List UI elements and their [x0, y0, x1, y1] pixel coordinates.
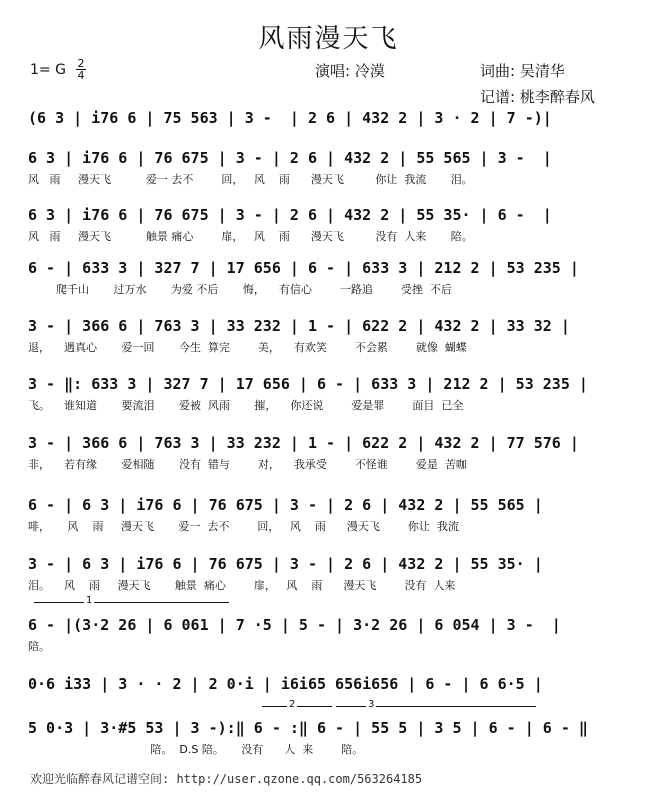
volta-bracket-1 — [34, 595, 229, 609]
time-signature — [76, 58, 86, 81]
lyrics-line: 飞。 谁知道 要流泪 爱被 风雨 摧， 你还说 爱是罪 面目 已全 — [28, 399, 464, 412]
score-line-5 — [28, 316, 630, 356]
score-line-7 — [28, 433, 630, 473]
transcriber-credit: 记谱: 桃李醉春风 — [480, 88, 595, 106]
volta-number: 1 — [86, 595, 93, 606]
score-line-1 — [28, 108, 630, 148]
lyrics-line: 啡， 风 雨 漫天飞 爱一 去不 回， 风 雨 漫天飞 你让 我流 — [28, 520, 459, 533]
page-title: 风雨漫天飞 — [258, 24, 399, 54]
key-signature: 1= G — [30, 62, 66, 78]
lyrics-line: 陪。 D.S 陪。 没有 人 来 陪。 — [28, 743, 364, 756]
notes-line: 3 - | 6 3 | i76 6 | 76 675 | 3 - | 2 6 | 432 2 | 55 35· | — [28, 555, 543, 573]
notes-line: 3 - ‖: 633 3 | 327 7 | 17 656 | 6 - | 633 3 | 212 2 | 53 235 | — [28, 375, 588, 393]
lyrics-line: 陪。 — [28, 640, 50, 653]
notes-line: 6 - |(3·2 26 | 6 061 | 7 ·5 | 5 - | 3·2 26 | 6 054 | 3 - | — [28, 616, 561, 634]
notes-line: 5 0·3 | 3·#5 53 | 3 -):‖ 6 - :‖ 6 - | 55 5 | 3 5 | 6 - | 6 - ‖ — [28, 719, 588, 737]
score-line-6 — [28, 374, 630, 414]
score-line-3 — [28, 205, 630, 245]
volta-bracket-3 — [336, 699, 536, 713]
score-line-12 — [28, 718, 630, 758]
lyrics-line: 风 雨 漫天飞 触景 痛心 扉， 风 雨 漫天飞 没有 人来 陪。 — [28, 230, 473, 243]
notes-line: 6 - | 6 3 | i76 6 | 76 675 | 3 - | 2 6 | 432 2 | 55 565 | — [28, 496, 543, 514]
notes-line: (6 3 | i76 6 | 75 563 | 3 - | 2 6 | 432 2 | 3 · 2 | 7 -)| — [28, 109, 552, 127]
score-line-4 — [28, 258, 630, 298]
notes-line: 6 3 | i76 6 | 76 675 | 3 - | 2 6 | 432 2 | 55 35· | 6 - | — [28, 206, 552, 224]
score-line-8 — [28, 495, 630, 535]
meter-top: 2 — [77, 57, 85, 70]
notes-line: 3 - | 366 6 | 763 3 | 33 232 | 1 - | 622 2 | 432 2 | 77 576 | — [28, 434, 579, 452]
volta-number: 2 — [289, 699, 296, 710]
singer-credit: 演唱: 冷漠 — [315, 62, 385, 80]
lyrics-line: 爬千山 过万水 为爱 不后 悔， 有信心 一路追 受挫 不后 — [28, 283, 452, 296]
score-line-2 — [28, 148, 630, 188]
footer-text: 欢迎光临醉春风记谱空间: http://user.qzone.qq.com/563264185 — [30, 772, 423, 786]
volta-number: 3 — [368, 699, 375, 710]
volta-bracket-2 — [262, 699, 332, 713]
notes-line: 6 - | 633 3 | 327 7 | 17 656 | 6 - | 633 3 | 212 2 | 53 235 | — [28, 259, 579, 277]
notes-line: 3 - | 366 6 | 763 3 | 33 232 | 1 - | 622 2 | 432 2 | 33 32 | — [28, 317, 570, 335]
lyrics-line: 泪。 风 雨 漫天飞 触景 痛心 扉， 风 雨 漫天飞 没有 人来 — [28, 579, 456, 592]
notes-line: 0·6 i33 | 3 · · 2 | 2 0·i | i6i65 656i656 | 6 - | 6 6·5 | — [28, 675, 543, 693]
score-line-9 — [28, 554, 630, 594]
score-line-10 — [28, 615, 630, 655]
notes-line: 6 3 | i76 6 | 76 675 | 3 - | 2 6 | 432 2 | 55 565 | 3 - | — [28, 149, 552, 167]
lyrics-line — [28, 132, 630, 148]
meter-bottom: 4 — [77, 69, 85, 82]
lyrics-line: 非， 若有缘 爱相随 没有 错与 对， 我承受 不怪谁 爱是 苦咖 — [28, 458, 467, 471]
lyricist-credit: 词曲: 吴清华 — [480, 62, 565, 80]
lyrics-line: 退， 遇真心 爱一回 今生 算完 美， 有欢笑 不会累 就像 蝴蝶 — [28, 341, 467, 354]
lyrics-line: 风 雨 漫天飞 爱一 去不 回， 风 雨 漫天飞 你让 我流 泪。 — [28, 173, 473, 186]
